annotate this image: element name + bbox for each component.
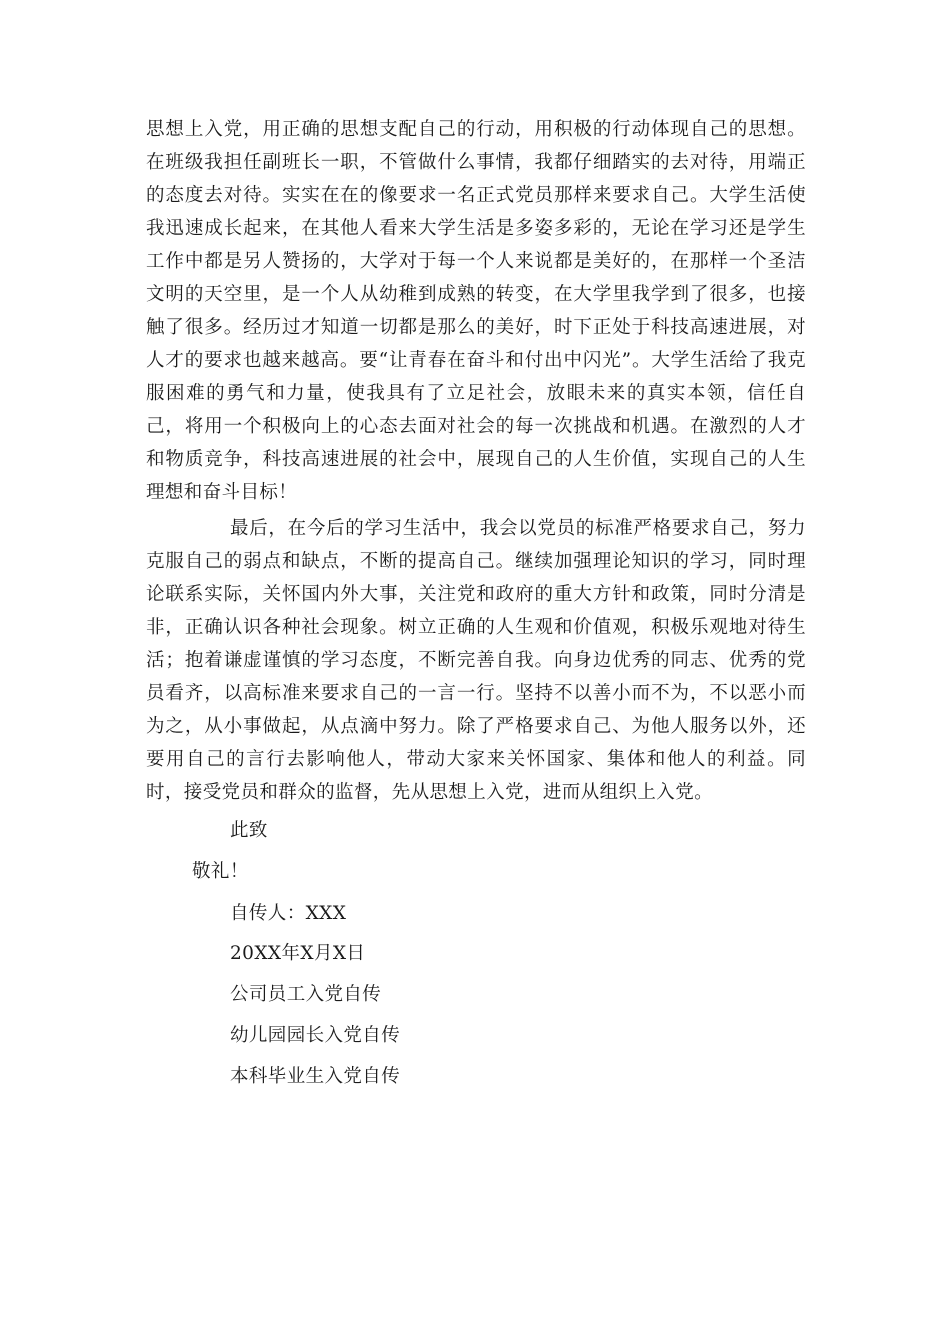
signature-line: 自传人：XXX (230, 903, 347, 924)
closing-phrase: 此致 (230, 820, 268, 841)
body-paragraph: 最后，在今后的学习生活中，我会以党员的标准严格要求自己，努力克服自己的弱点和缺点，不断的提高自己。继续加强理论知识的学习，同时理论联系实际，关怀国内外大事，关注党和政府的重大方针和政策，同时分清是非，正确认识各种社会现象。树立正确的人生观和价值观，积极乐观地对待生活；抱着谦虚谨慎的学习态度，不断完善自我。向身边优秀的同志、优秀的党员看齐，以高标准来要求自己的一言一行。坚持不以善小而不为，不以恶小而为之，从小事做起，从点滴中努力。除了严格要求自己、为他人服务以外，还要用自己的言行去影响他人，带动大家来关怀国家、集体和他人的利益。同时，接受党员和群众的监督，先从思想上入党，进而从组织上入党。 (146, 518, 806, 803)
body-paragraph: 思想上入党，用正确的思想支配自己的行动，用积极的行动体现自己的思想。在班级我担任副班长一职，不管做什么事情，我都仔细踏实的去对待，用端正的态度去对待。实实在在的像要求一名正式党员那样来要求自己。大学生活使我迅速成长起来，在其他人看来大学生活是多姿多彩的，无论在学习还是学生工作中都是另人赞扬的，大学对于每一个人来说都是美好的，在那样一个圣洁文明的天空里，是一个人从幼稚到成熟的转变，在大学里我学到了很多，也接触了很多。经历过才知道一切都是那么的美好，时下正处于科技高速进展，对人才的要求也越来越高。要“让青春在奋斗和付出中闪光”。大学生活给了我克服困难的勇气和力量，使我具有了立足社会，放眼未来的真实本领，信任自己，将用一个积极向上的心态去面对社会的每一次挑战和机遇。在激烈的人才和物质竞争，科技高速进展的社会中，展现自己的人生价值，实现自己的人生理想和奋斗目标！ (146, 119, 806, 503)
date-line: 20XX年X月X日 (230, 943, 366, 964)
related-title: 本科毕业生入党自传 (230, 1066, 401, 1087)
related-title: 公司员工入党自传 (230, 984, 382, 1005)
related-title: 幼儿园园长入党自传 (230, 1025, 401, 1046)
salutation: 敬礼！ (192, 861, 249, 882)
